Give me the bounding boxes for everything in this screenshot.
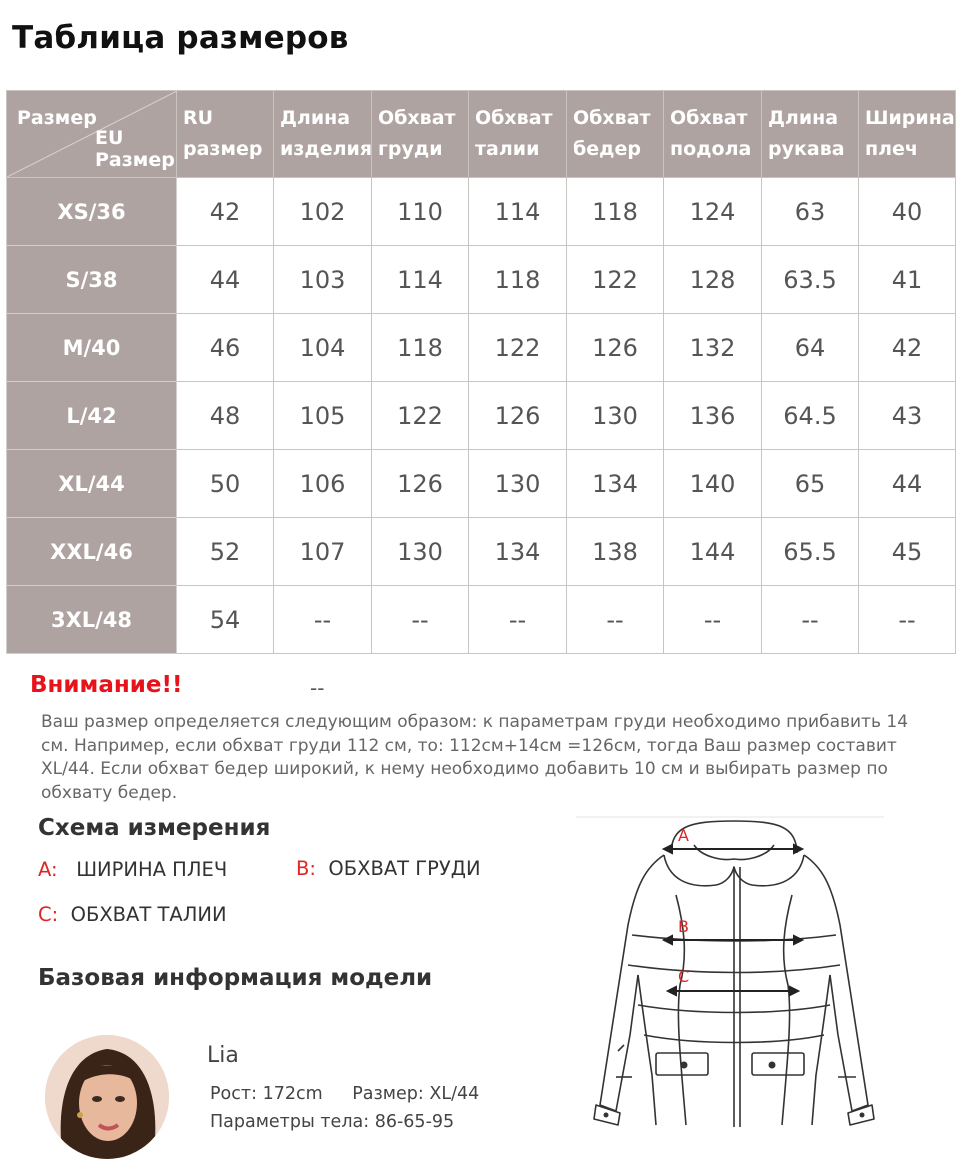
diagram-label-b: B — [678, 917, 689, 936]
table-cell: 43 — [859, 382, 956, 450]
header-length: Длина изделия — [274, 91, 372, 178]
legend-b — [296, 857, 481, 880]
table-cell: 126 — [567, 314, 664, 382]
eu-size-cell: M/40 — [7, 314, 177, 382]
legend-a-label: ШИРИНА ПЛЕЧ — [76, 858, 228, 881]
table-row — [7, 178, 956, 246]
legend-c-key: C: — [38, 903, 59, 926]
table-cell: 136 — [664, 382, 762, 450]
table-cell: 114 — [372, 246, 469, 314]
table-cell: 41 — [859, 246, 956, 314]
table-cell: 126 — [372, 450, 469, 518]
header-shoulder: Ширина плеч — [859, 91, 956, 178]
corner-top-label: Размер — [17, 107, 97, 129]
table-cell: 44 — [859, 450, 956, 518]
eu-size-cell: 3XL/48 — [7, 586, 177, 654]
table-cell: 54 — [177, 586, 274, 654]
table-cell: 140 — [664, 450, 762, 518]
table-cell: -- — [567, 586, 664, 654]
diagram-label-a: A — [678, 826, 689, 845]
table-cell: -- — [762, 586, 859, 654]
corner-bottom-label: EU Размер — [95, 127, 175, 171]
table-cell: 144 — [664, 518, 762, 586]
warning-label: Внимание!! — [30, 672, 183, 698]
table-row — [7, 586, 956, 654]
table-cell: 114 — [469, 178, 567, 246]
model-info-title: Базовая информация модели — [38, 965, 433, 991]
table-row — [7, 382, 956, 450]
eu-size-cell: S/38 — [7, 246, 177, 314]
table-cell: 65 — [762, 450, 859, 518]
legend-a — [38, 858, 227, 881]
table-cell: 110 — [372, 178, 469, 246]
table-cell: 42 — [859, 314, 956, 382]
table-cell: 118 — [372, 314, 469, 382]
table-cell: 130 — [469, 450, 567, 518]
table-cell: 130 — [372, 518, 469, 586]
table-cell: -- — [274, 586, 372, 654]
table-cell: 45 — [859, 518, 956, 586]
table-cell: 132 — [664, 314, 762, 382]
table-cell: 130 — [567, 382, 664, 450]
model-name: Lia — [207, 1043, 239, 1068]
table-cell: 122 — [567, 246, 664, 314]
header-chest: Обхват груди — [372, 91, 469, 178]
diagram-label-c: C — [678, 967, 690, 986]
table-cell: 64 — [762, 314, 859, 382]
header-ru-size: RU размер — [177, 91, 274, 178]
table-cell: 64.5 — [762, 382, 859, 450]
table-row — [7, 246, 956, 314]
table-cell: 46 — [177, 314, 274, 382]
table-cell: 48 — [177, 382, 274, 450]
model-params-value: 86-65-95 — [374, 1112, 455, 1132]
table-cell: -- — [469, 586, 567, 654]
table-cell: -- — [664, 586, 762, 654]
table-cell: 105 — [274, 382, 372, 450]
table-cell: 126 — [469, 382, 567, 450]
table-cell: 103 — [274, 246, 372, 314]
eu-size-cell: L/42 — [7, 382, 177, 450]
header-hem: Обхват подола — [664, 91, 762, 178]
table-cell: 40 — [859, 178, 956, 246]
table-cell: 50 — [177, 450, 274, 518]
eu-size-cell: XS/36 — [7, 178, 177, 246]
model-size-label: Размер: — [352, 1084, 424, 1104]
table-cell: -- — [372, 586, 469, 654]
table-cell: 102 — [274, 178, 372, 246]
table-row — [7, 314, 956, 382]
table-cell: 122 — [469, 314, 567, 382]
table-cell: 106 — [274, 450, 372, 518]
table-cell: 128 — [664, 246, 762, 314]
table-cell: 42 — [177, 178, 274, 246]
table-cell: 63.5 — [762, 246, 859, 314]
eu-size-cell: XL/44 — [7, 450, 177, 518]
table-cell: 134 — [567, 450, 664, 518]
table-cell: 124 — [664, 178, 762, 246]
header-waist: Обхват талии — [469, 91, 567, 178]
table-cell: 104 — [274, 314, 372, 382]
page-title: Таблица размеров — [12, 20, 349, 56]
header-sleeve: Длина рукава — [762, 91, 859, 178]
table-row — [7, 518, 956, 586]
table-cell: 122 — [372, 382, 469, 450]
legend-a-key: A: — [38, 858, 58, 881]
table-row — [7, 450, 956, 518]
model-height-label: Рост: — [210, 1084, 257, 1104]
header-hips: Обхват бедер — [567, 91, 664, 178]
warning-dash: -- — [310, 676, 325, 700]
table-cell: 118 — [469, 246, 567, 314]
scheme-title: Схема измерения — [38, 815, 271, 841]
table-header-row — [7, 91, 956, 178]
legend-c-label: ОБХВАТ ТАЛИИ — [70, 903, 227, 926]
table-cell: 63 — [762, 178, 859, 246]
model-params — [210, 1112, 454, 1132]
model-size-value: XL/44 — [429, 1084, 480, 1104]
table-cell: 44 — [177, 246, 274, 314]
model-height-value: 172cm — [262, 1084, 323, 1104]
table-cell: 107 — [274, 518, 372, 586]
size-table — [6, 90, 956, 654]
model-avatar — [45, 1035, 169, 1159]
table-cell: -- — [859, 586, 956, 654]
corner-header-cell — [7, 91, 177, 178]
size-note: Ваш размер определяется следующим образом: к параметрам груди необходимо прибавить 14 см. Например, если обхват груди 112 см, то: 112см+14см =126см, тогда Ваш размер составит XL/44. Если обхват бедер широкий, к нему необходимо добавить 10 см и выбирать размер по обхвату бедер. — [41, 712, 909, 803]
table-cell: 134 — [469, 518, 567, 586]
legend-c — [38, 903, 227, 926]
table-cell: 118 — [567, 178, 664, 246]
jacket-measurement-diagram — [576, 815, 886, 1128]
model-height-size — [210, 1084, 479, 1104]
table-cell: 138 — [567, 518, 664, 586]
model-params-label: Параметры тела: — [210, 1112, 370, 1132]
table-cell: 65.5 — [762, 518, 859, 586]
legend-b-label: ОБХВАТ ГРУДИ — [328, 857, 481, 880]
eu-size-cell: XXL/46 — [7, 518, 177, 586]
legend-b-key: B: — [296, 857, 316, 880]
table-cell: 52 — [177, 518, 274, 586]
